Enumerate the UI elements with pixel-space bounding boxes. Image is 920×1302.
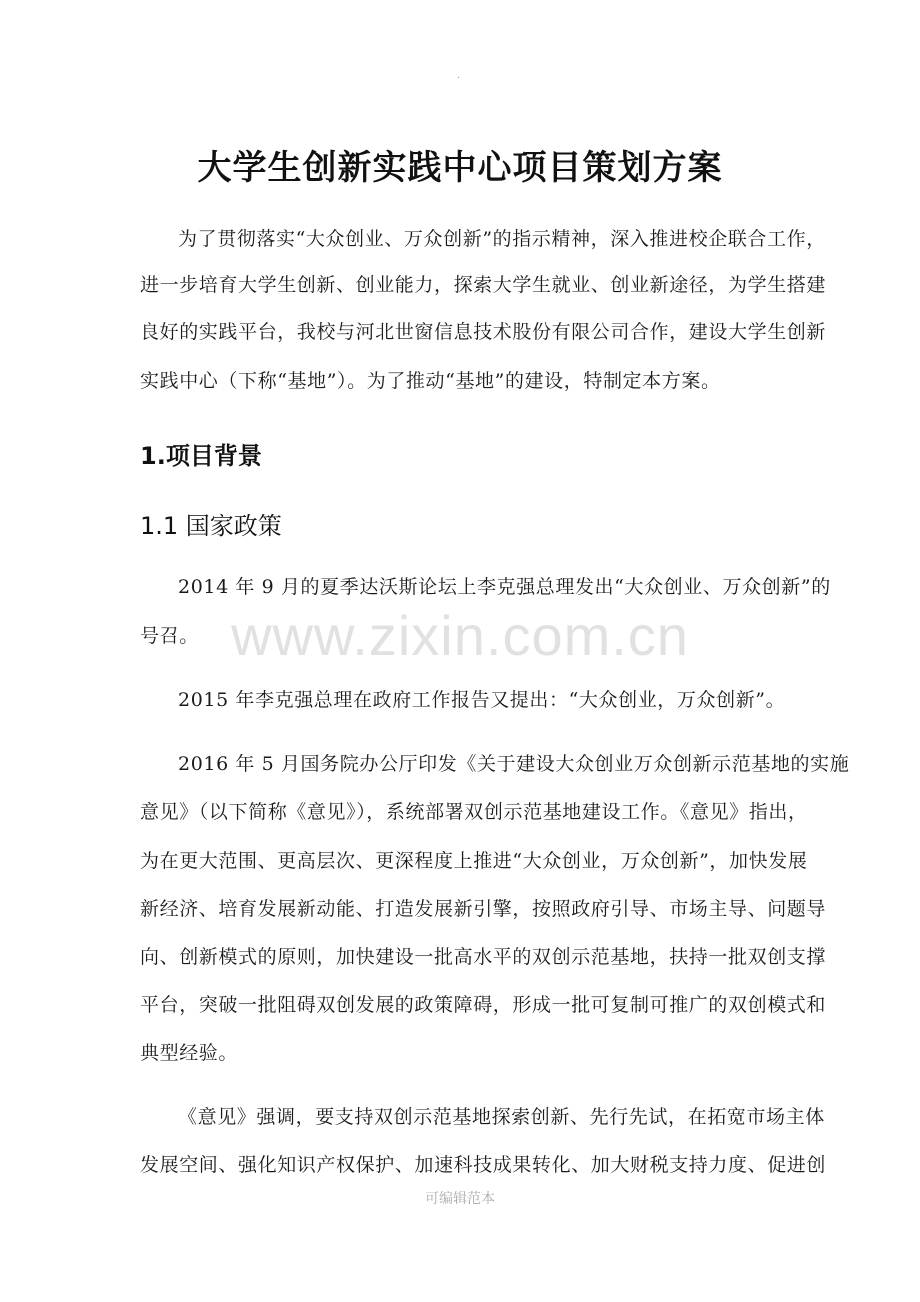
intro-line: 为了贯彻落实“大众创业、万众创新”的指示精神，深入推进校企联合工作， [178,228,826,250]
intro-line: 实践中心（下称“基地”）。为了推动“基地”的建设，特制定本方案。 [140,370,721,392]
paragraph-line: 为在更大范围、更高层次、更深程度上推进“大众创业，万众创新”，加快发展 [140,850,808,872]
paragraph-line: 新经济、培育发展新动能、打造发展新引擎，按照政府引导、市场主导、问题导 [140,898,827,920]
paragraph-line: 2014 年 9 月的夏季达沃斯论坛上李克强总理发出“大众创业、万众创新”的 [178,576,831,598]
intro-line: 进一步培育大学生创新、创业能力，探索大学生就业、创业新途径，为学生搭建 [140,274,827,296]
paragraph-line: 2016 年 5 月国务院办公厅印发《关于建设大众创业万众创新示范基地的实施 [178,753,850,775]
paragraph-line: 2015 年李克强总理在政府工作报告又提出：“大众创业，万众创新”。 [178,689,786,711]
subsection-heading: 1.1 国家政策 [140,512,282,540]
intro-line: 良好的实践平台，我校与河北世窗信息技术股份有限公司合作，建设大学生创新 [140,321,827,343]
footer-label: 可编辑范本 [425,1191,495,1207]
paragraph-line: 意见》（以下简称《意见》），系统部署双创示范基地建设工作。《意见》指出， [140,801,808,823]
paragraph-line: 向、创新模式的原则，加快建设一批高水平的双创示范基地，扶持一批双创支撑 [140,946,827,968]
paragraph-line: 号召。 [140,625,199,647]
document-title: 大学生创新实践中心项目策划方案 [197,148,723,188]
paragraph-line: 平台，突破一批阻碍双创发展的政策障碍，形成一批可复制可推广的双创模式和 [140,994,827,1016]
section-heading: 1.项目背景 [140,442,262,470]
paragraph-line: 典型经验。 [140,1042,239,1064]
top-mark: . [457,70,461,81]
paragraph-line: 发展空间、强化知识产权保护、加速科技成果转化、加大财税支持力度、促进创 [140,1154,827,1176]
watermark: www.zixin.com.cn [231,604,689,667]
paragraph-line: 《意见》强调，要支持双创示范基地探索创新、先行先试，在拓宽市场主体 [178,1106,825,1128]
